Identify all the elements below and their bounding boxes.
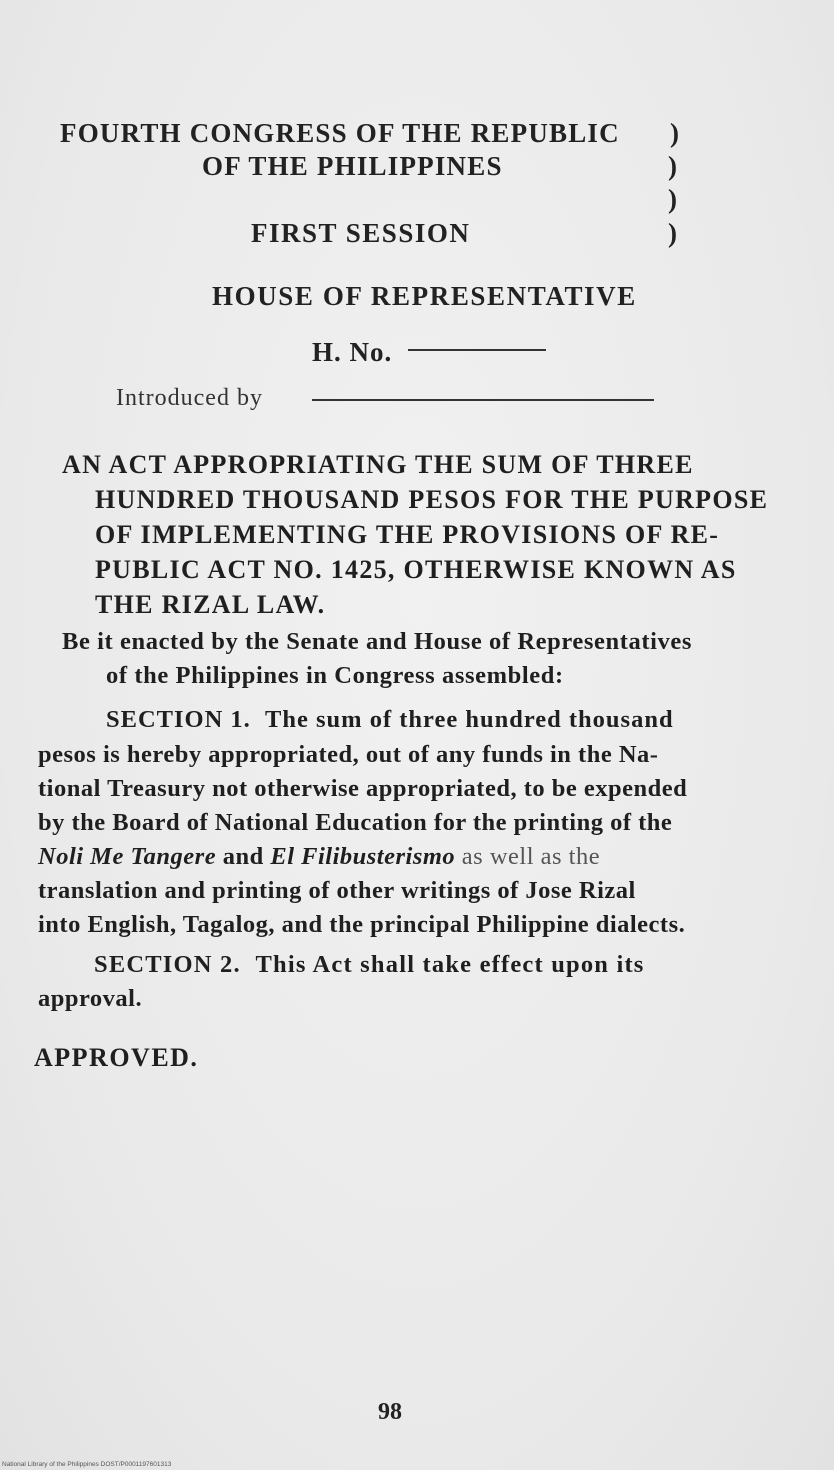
- congress-title-line-1: FOURTH CONGRESS OF THE REPUBLIC: [60, 118, 620, 148]
- congress-title-line-2: OF THE PHILIPPINES: [202, 151, 503, 181]
- section-1-line-6: translation and printing of other writings of Jose Rizal: [38, 877, 636, 904]
- enacting-clause-line-1: Be it enacted by the Senate and House of Representatives: [62, 628, 692, 655]
- act-title-line: HUNDRED THOUSAND PESOS FOR THE PURPOSE: [95, 485, 769, 514]
- section-1-line-4: by the Board of National Education for the printing of the: [38, 809, 673, 836]
- scan-footer: National Library of the Philippines DOST/P0001197601313: [2, 1461, 172, 1468]
- conjunction-and: and: [222, 843, 264, 870]
- bracket-paren-3: ): [668, 184, 677, 214]
- bracket-paren-1: ): [670, 118, 679, 148]
- noli-title: Noli Me Tangere: [38, 843, 217, 870]
- enacting-clause-line-2: of the Philippines in Congress assembled:: [106, 662, 564, 689]
- section-2-text: This Act shall take effect upon its: [255, 951, 645, 978]
- introduced-by-blank-line: [312, 399, 654, 401]
- bracket-paren-2: ): [668, 151, 677, 181]
- bracket-paren-4: ): [668, 218, 677, 248]
- approved-label: APPROVED.: [34, 1043, 199, 1072]
- section-1-line-5-rest: as well as the: [461, 843, 601, 870]
- section-1-line-5: [38, 843, 600, 871]
- act-title-line: THE RIZAL LAW.: [95, 590, 326, 619]
- section-1-line-7: into English, Tagalog, and the principal Philippine dialects.: [38, 911, 686, 938]
- section-1-line-1: [106, 706, 674, 734]
- act-title-line: AN ACT APPROPRIATING THE SUM OF THREE: [62, 450, 694, 479]
- session-label: FIRST SESSION: [251, 218, 471, 248]
- fili-title: El Filibusterismo: [270, 843, 456, 870]
- section-2-line-1: [94, 951, 645, 979]
- section-1-line-3: tional Treasury not otherwise appropriated, to be expended: [38, 775, 688, 802]
- introduced-by-label: Introduced by: [116, 385, 263, 411]
- section-1-line-2: pesos is hereby appropriated, out of any funds in the Na-: [38, 741, 659, 768]
- section-1-text: The sum of three hundred thousand: [265, 706, 674, 733]
- act-title-line: OF IMPLEMENTING THE PROVISIONS OF RE-: [95, 520, 720, 549]
- act-title-line: PUBLIC ACT NO. 1425, OTHERWISE KNOWN AS: [95, 555, 737, 584]
- bill-number-label: H. No.: [312, 337, 393, 367]
- section-2-line-2: approval.: [38, 985, 143, 1012]
- section-1-heading: SECTION 1.: [106, 706, 251, 733]
- section-2-heading: SECTION 2.: [94, 951, 241, 978]
- house-heading: HOUSE OF REPRESENTATIVE: [212, 281, 637, 311]
- bill-number-blank-line: [408, 349, 546, 351]
- act-title: [62, 447, 822, 622]
- page-number: 98: [378, 1399, 402, 1425]
